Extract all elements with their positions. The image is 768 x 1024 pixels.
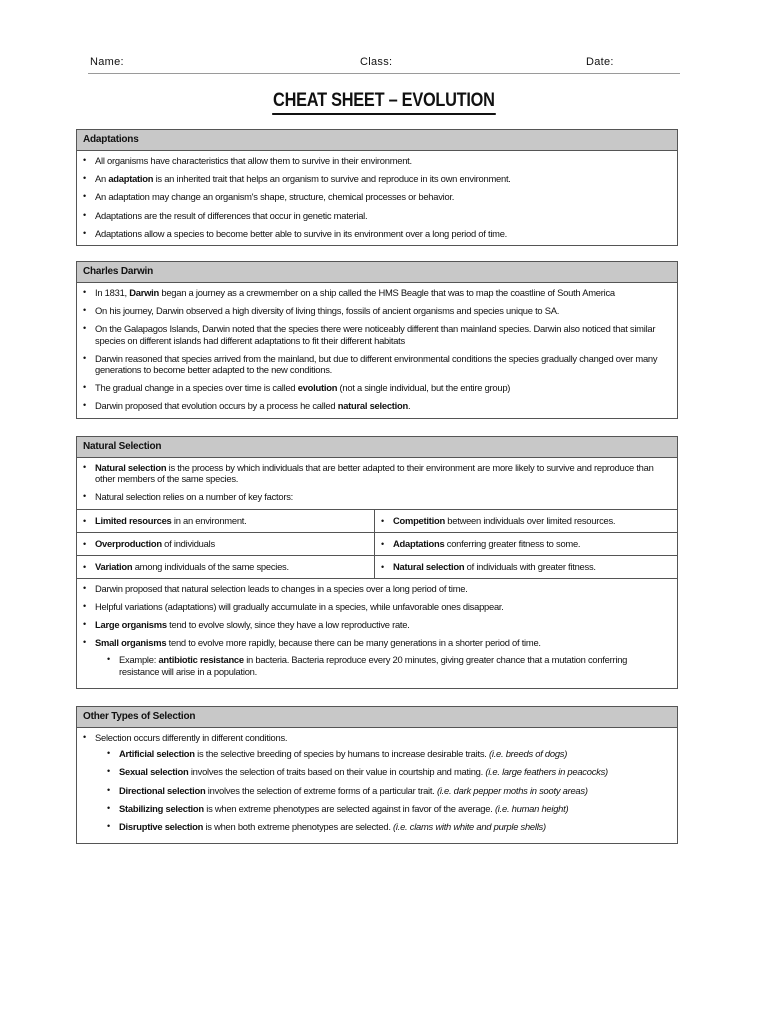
item-text: in bacteria. Bacteria reproduce every 20 minutes, giving greater chance that a mutation conferring resistance will arise in a population. [119, 654, 628, 677]
item-text: Selection occurs differently in different conditions. [95, 732, 288, 743]
item-text: is when both extreme phenotypes are selected. [203, 821, 394, 833]
factor-text: conferring greater fitness to some. [444, 537, 581, 549]
factor-term: Natural selection [393, 560, 465, 572]
factor-cell [77, 533, 375, 556]
selection-type-item [119, 803, 669, 814]
list-item [95, 287, 669, 298]
list-item [95, 191, 669, 202]
list-item [95, 637, 669, 677]
key-factors-table [77, 509, 677, 579]
item-text: is the selective breeding of species by humans to increase desirable traits. [194, 748, 489, 760]
item-text: Natural selection relies on a number of key factors: [95, 491, 294, 503]
factor-cell [77, 510, 375, 533]
list-item [95, 155, 669, 166]
list-item [95, 305, 669, 316]
item-term: Sexual selection [119, 766, 189, 778]
item-term: Disruptive selection [119, 821, 204, 833]
selection-types-sublist [95, 748, 669, 832]
list-item [95, 732, 669, 832]
factor-text: in an environment. [171, 514, 247, 526]
item-text: is when extreme phenotypes are selected against in favor of the average. [203, 802, 495, 814]
item-text: began a journey as a crewmember on a ship called the HMS Beagle that was to map the coastline of South America [159, 287, 615, 298]
item-term: Artificial selection [119, 748, 195, 760]
selection-type-item [119, 748, 669, 759]
selection-type-item [119, 785, 669, 796]
darwin-list [77, 283, 677, 418]
item-term: antibiotic resistance [158, 654, 244, 666]
item-term: evolution [297, 382, 338, 394]
list-item [95, 382, 669, 393]
natural-selection-heading: Natural Selection [77, 437, 677, 458]
item-text: Helpful variations (adaptations) will gradually accumulate in a species, while unfavorable ones disappear. [95, 600, 504, 612]
factor-text: between individuals over limited resources. [444, 514, 616, 526]
item-example: (i.e. dark pepper moths in sooty areas) [436, 784, 588, 796]
factor-term: Variation [95, 560, 133, 572]
item-term: Natural selection [95, 462, 167, 473]
list-item [95, 619, 669, 630]
factor-term: Limited resources [95, 514, 172, 526]
item-text: is the process by which individuals that are better adapted to their environment are more likely to survive and reproduce than other members of the same species. [95, 462, 654, 485]
factor-term: Competition [393, 514, 445, 526]
item-text: On his journey, Darwin observed a high diversity of living things, fossils of ancient organisms and species unique to SA. [95, 305, 560, 317]
item-text: Darwin proposed that natural selection leads to changes in a species over a long period of time. [95, 582, 468, 594]
item-term: Small organisms [95, 637, 167, 649]
student-info-line [88, 55, 680, 74]
natural-selection-section [76, 436, 678, 689]
item-example: (i.e. breeds of dogs) [488, 748, 568, 760]
factor-cell [375, 556, 677, 579]
adaptations-section [76, 129, 678, 246]
factor-text: among individuals of the same species. [132, 560, 289, 572]
page-title: CHEAT SHEET – EVOLUTION [272, 90, 495, 115]
factor-text: of individuals [161, 537, 215, 549]
factor-term: Adaptations [393, 537, 445, 549]
item-text: tend to evolve more rapidly, because there can be many generations in a shorter period of time. [166, 637, 541, 649]
item-text: All organisms have characteristics that allow them to survive in their environment. [95, 155, 412, 166]
list-item [95, 491, 669, 502]
date-label: Date: [586, 56, 614, 68]
list-item [95, 583, 669, 594]
item-text: tend to evolve slowly, since they have a low reproductive rate. [166, 619, 410, 631]
example-item [119, 654, 669, 676]
list-item [95, 353, 669, 375]
item-text: An [95, 173, 109, 185]
item-text: . [407, 400, 411, 412]
item-text: involves the selection of extreme forms of a particular trait. [205, 784, 437, 796]
item-text: Adaptations allow a species to become better able to survive in its environment over a long period of time. [95, 227, 508, 239]
factor-term: Overproduction [95, 537, 162, 549]
natural-selection-points-list [77, 579, 677, 688]
item-text: Darwin proposed that evolution occurs by a process he called [95, 400, 338, 412]
item-text: Darwin reasoned that species arrived from the mainland, but due to different environmental conditions the species gradually changed over many generations to become better adapted to the new conditions. [95, 352, 658, 376]
selection-type-item [119, 821, 669, 832]
adaptations-heading: Adaptations [77, 130, 677, 151]
item-term: adaptation [108, 173, 154, 185]
other-selection-heading: Other Types of Selection [77, 707, 677, 728]
name-label: Name: [90, 56, 124, 68]
list-item [95, 228, 669, 239]
other-selection-section [76, 706, 678, 844]
list-item [95, 210, 669, 221]
item-text: is an inherited trait that helps an organism to survive and reproduce in its own environment. [153, 173, 511, 185]
item-text: The gradual change in a species over time is called [95, 382, 298, 394]
item-term: Darwin [129, 287, 160, 298]
list-item [95, 400, 669, 411]
item-example: (i.e. human height) [494, 802, 569, 814]
factor-cell [375, 510, 677, 533]
item-term: Stabilizing selection [119, 802, 204, 814]
list-item [95, 173, 669, 184]
factor-cell [77, 556, 375, 579]
example-sublist [95, 654, 669, 676]
item-text: Example: [119, 654, 159, 666]
page-title-wrap [0, 90, 768, 115]
list-item [95, 462, 669, 484]
item-text: (not a single individual, but the entire group) [337, 382, 511, 394]
item-text: Adaptations are the result of differences that occur in genetic material. [95, 209, 368, 221]
item-term: Directional selection [119, 784, 206, 796]
factor-text: of individuals with greater fitness. [464, 560, 596, 572]
list-item [95, 323, 669, 345]
selection-type-item [119, 766, 669, 777]
darwin-section [76, 261, 678, 419]
factor-cell [375, 533, 677, 556]
other-selection-list [77, 728, 677, 843]
natural-selection-intro-list [77, 458, 677, 509]
item-text: involves the selection of traits based on their value in courtship and mating. [188, 766, 486, 778]
darwin-heading: Charles Darwin [77, 262, 677, 283]
item-example: (i.e. clams with white and purple shells) [393, 821, 546, 833]
adaptations-list [77, 151, 677, 245]
item-text: An adaptation may change an organism's shape, structure, chemical processes or behavior. [95, 191, 455, 203]
item-term: natural selection [337, 400, 408, 412]
item-text: On the Galapagos Islands, Darwin noted that the species there were noticeably different than mainland species. Darwin also noticed that similar species on different islands had different adaptations to fit their different habitats [95, 323, 656, 346]
item-example: (i.e. large feathers in peacocks) [485, 766, 608, 778]
list-item [95, 601, 669, 612]
item-term: Large organisms [95, 619, 167, 631]
item-text: In 1831, [95, 287, 130, 298]
class-label: Class: [360, 56, 393, 68]
